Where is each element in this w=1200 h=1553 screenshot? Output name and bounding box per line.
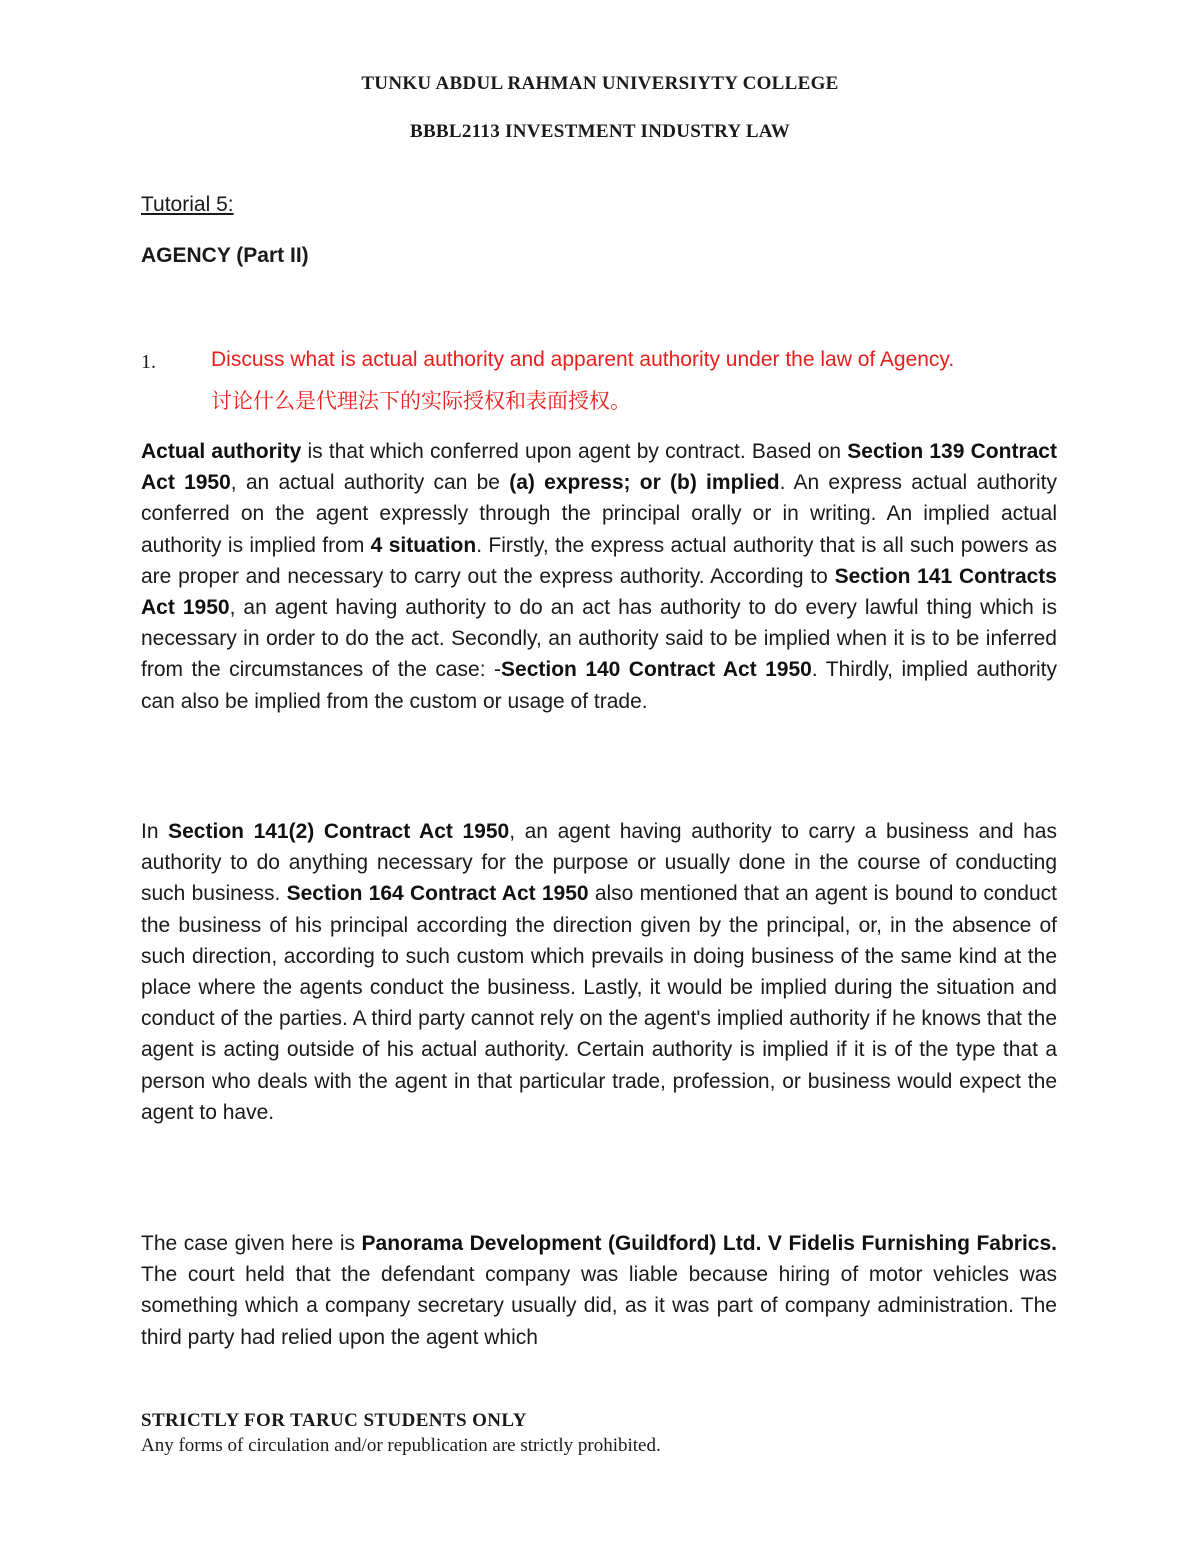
ref-section-141: Section 141 Contracts Act 1950	[141, 564, 1057, 620]
para1-text: , an agent having authority to do an act has authority to do every lawful thing which is necessary in order to do the act. Secondly, an authority said to be implied when it is to be inferred from the circumstances of the case: -	[141, 596, 1058, 682]
para1-text: . An express actual authority conferred on the agent expressly through the principal orally or in writing. An implied actual authority is implied from	[141, 471, 1058, 557]
answer-paragraph-section-141-2	[141, 816, 1057, 1128]
ref-section-139: Section 139 Contract Act 1950	[141, 440, 1057, 495]
case-name: Panorama Development (Guildford) Ltd. V Fidelis Furnishing Fabrics.	[361, 1232, 1057, 1255]
topic-title: AGENCY (Part II)	[141, 244, 309, 267]
footer-restriction-note: Any forms of circulation and/or republication are strictly prohibited.	[141, 1435, 661, 1456]
course-heading: BBBL2113 INVESTMENT INDUSTRY LAW	[409, 121, 791, 142]
ref-section-164: Section 164 Contract Act 1950	[286, 882, 589, 906]
answer-paragraph-actual-authority	[141, 436, 1057, 717]
question-text-english: Discuss what is actual authority and apparent authority under the law of Agency.	[211, 348, 955, 371]
para2-text: In	[141, 820, 169, 843]
para3-text: The court held that the defendant company was liable because hiring of motor vehicles was something which a company secretary usually did, as it was part of company administration. The third party had relied upon the agent which	[141, 1263, 1057, 1349]
para1-text: . Firstly, the express actual authority that is all such powers as are proper and necessary to carry out the express authority. According to	[141, 533, 1057, 588]
footer-restriction-title: STRICTLY FOR TARUC STUDENTS ONLY	[141, 1410, 527, 1431]
para1-text: , an actual authority can be	[230, 471, 510, 495]
ref-section-140: Section 140 Contract Act 1950	[501, 658, 812, 682]
term-4-situation: 4 situation	[370, 533, 477, 557]
para1-text: . Thirdly, implied authority can also be implied from the custom or usage of trade.	[141, 658, 1057, 713]
question-text-chinese: 讨论什么是代理法下的实际授权和表面授权。	[211, 390, 631, 413]
answer-paragraph-case	[141, 1228, 1057, 1353]
term-actual-authority: Actual authority	[141, 440, 302, 463]
question-number: 1.	[141, 351, 156, 373]
para2-text: also mentioned that an agent is bound to conduct the business of his principal according the direction given by the principal, or, in the absence of such direction, according to such custom which prevails in doing business of the same kind at the place where the agents conduct the business. Lastly, it would be implied during the situation and conduct of the parties. A third party cannot rely on the agent's implied authority if he knows that the agent is acting outside of his actual authority. Certain authority is implied if it is of the type that a person who deals with the agent in that particular trade, profession, or business would expect the agent to have.	[141, 882, 1057, 1124]
para2-text: , an agent having authority to carry a business and has authority to do anything necessary for the purpose or usually done in the course of conducting such business.	[141, 820, 1057, 906]
para3-text: The case given here is	[141, 1232, 362, 1255]
institution-heading: TUNKU ABDUL RAHMAN UNIVERSIYTY COLLEGE	[361, 73, 839, 94]
term-express-implied: (a) express; or (b) implied	[509, 471, 780, 495]
tutorial-label: Tutorial 5:	[141, 193, 234, 216]
para1-text: is that which conferred upon agent by contract. Based on	[301, 440, 848, 463]
ref-section-141-2: Section 141(2) Contract Act 1950	[168, 820, 510, 843]
